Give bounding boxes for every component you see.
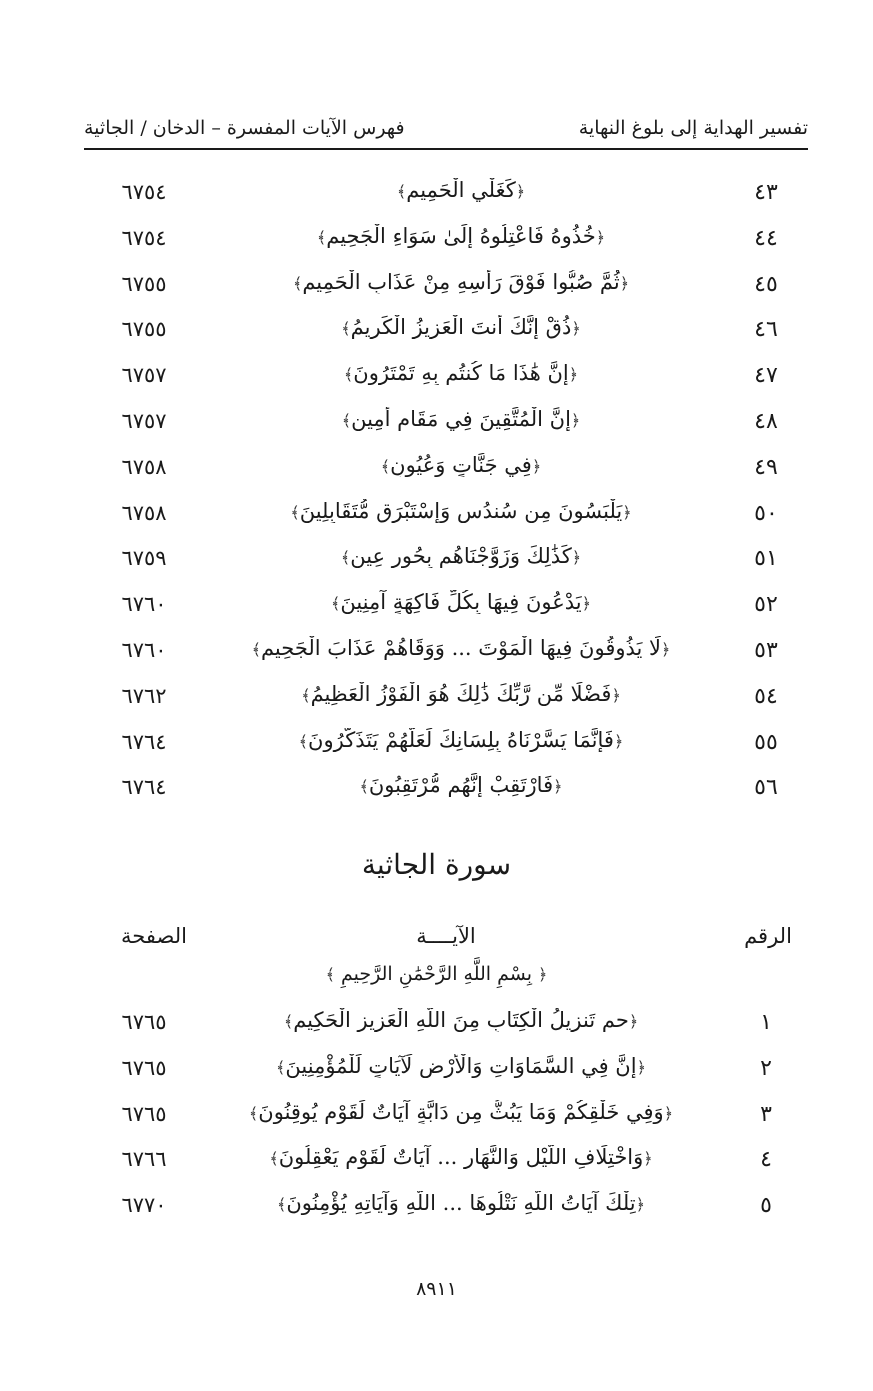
verse-number: ٤٤ xyxy=(754,225,778,251)
ornament-close-icon: ﴾ xyxy=(298,731,309,751)
basmala xyxy=(0,963,873,985)
ornament-close-icon: ﴾ xyxy=(316,227,327,247)
page-reference: ٦٧٧٠ xyxy=(121,1193,167,1218)
verse-number: ٤٥ xyxy=(754,271,778,297)
table-row xyxy=(84,1185,808,1231)
verse-number: ٥٤ xyxy=(754,683,778,709)
verse-text: فَضْلًا مِّن رَّبِّكَ ذَٰلِكَ هُوَ الْفَوْزُ الْعَظِيمُ xyxy=(310,681,612,706)
page-reference: ٦٧٥٤ xyxy=(121,180,167,204)
verse-text-cell xyxy=(234,773,688,797)
page-reference: ٦٧٦٥ xyxy=(121,1101,167,1126)
page-reference: ٦٧٦٠ xyxy=(121,637,167,662)
page-reference: ٦٧٥٥ xyxy=(121,317,167,342)
verse-text-cell xyxy=(234,499,688,523)
ornament-open-icon: ﴿ xyxy=(531,456,542,476)
verse-number: ٣ xyxy=(760,1101,772,1127)
table-row xyxy=(84,1139,808,1185)
ornament-close-icon: ﴾ xyxy=(341,410,352,430)
ornament-close-icon: ﴾ xyxy=(251,639,261,659)
verse-text-cell xyxy=(234,682,688,706)
ornament-close-icon: ﴾ xyxy=(301,685,311,705)
ornament-open-icon: ﴿ xyxy=(570,410,581,430)
ornament-close-icon: ﴾ xyxy=(380,456,391,476)
table-row xyxy=(84,355,808,401)
verse-text: كَغَلْيِ الْحَمِيمِ xyxy=(406,178,516,202)
table-row xyxy=(84,1094,808,1140)
verse-text-cell xyxy=(234,361,688,385)
ornament-close-icon: ﴾ xyxy=(343,365,354,385)
page-reference: ٦٧٦٠ xyxy=(121,592,167,617)
verse-text-cell xyxy=(234,728,688,752)
table-row xyxy=(84,767,808,813)
verse-text-cell xyxy=(234,544,688,568)
verse-number: ٤٦ xyxy=(754,317,778,343)
verse-text: إِنَّ فِي السَّمَاوَاتِ وَالْأَرْضِ لَآيَاتٍ لِّلْمُؤْمِنِينَ xyxy=(285,1053,637,1078)
verse-text-cell xyxy=(234,224,688,248)
verse-text-cell xyxy=(234,453,688,477)
ornament-open-icon: ﴿ xyxy=(661,639,671,659)
table-row xyxy=(84,264,808,310)
verse-text-cell xyxy=(234,1145,688,1169)
verse-text: وَفِي خَلْقِكُمْ وَمَا يَبُثُّ مِن دَابَّةٍ آيَاتٌ لِّقَوْمٍ يُوقِنُونَ xyxy=(258,1099,664,1124)
page-reference: ٦٧٦٦ xyxy=(121,1147,167,1172)
table-row xyxy=(84,538,808,584)
verse-text-cell xyxy=(234,270,688,294)
ornament-close-icon: ﴾ xyxy=(340,548,351,568)
section-title: فهرس الآيات المفسرة – الدخان / الجاثية xyxy=(84,117,405,139)
ornament-close-icon: ﴾ xyxy=(359,777,369,797)
ornament-open-icon: ﴿ xyxy=(538,965,548,984)
verse-text-cell xyxy=(234,407,688,431)
ornament-close-icon: ﴾ xyxy=(283,1012,294,1031)
ornament-open-icon: ﴿ xyxy=(515,182,526,201)
verse-text: فِي جَنَّاتٍ وَعُيُونٍ xyxy=(390,452,532,477)
ornament-close-icon: ﴾ xyxy=(325,965,335,984)
verse-number: ١ xyxy=(760,1010,772,1035)
page-reference: ٦٧٥٥ xyxy=(121,271,167,296)
ornament-close-icon: ﴾ xyxy=(276,1195,287,1215)
verse-text: كَذَٰلِكَ وَزَوَّجْنَاهُم بِحُورٍ عِينٍ xyxy=(350,544,572,569)
table-row xyxy=(84,1048,808,1094)
book-title: تفسير الهداية إلى بلوغ النهاية xyxy=(578,117,808,139)
table-row xyxy=(84,584,808,630)
column-header-verse: الآيــــة xyxy=(416,924,476,948)
table-row xyxy=(84,218,808,264)
column-headers xyxy=(84,922,808,956)
verse-text-cell xyxy=(234,1054,688,1078)
verse-text: تِلْكَ آيَاتُ اللَّهِ نَتْلُوهَا ... اللَّهِ وَآيَاتِهِ يُؤْمِنُونَ xyxy=(286,1191,636,1216)
table-row xyxy=(84,630,808,676)
verse-number: ٥٢ xyxy=(754,592,778,618)
verse-index-table-dukhan xyxy=(84,172,808,813)
ornament-open-icon: ﴿ xyxy=(622,502,632,522)
page-reference: ٦٧٥٨ xyxy=(121,500,167,525)
page-reference: ٦٧٦٤ xyxy=(121,729,167,754)
verse-number: ٥٠ xyxy=(754,500,778,526)
ornament-open-icon: ﴿ xyxy=(581,594,592,614)
verse-text-cell xyxy=(234,1100,688,1124)
ornament-open-icon: ﴿ xyxy=(628,1012,639,1031)
ornament-open-icon: ﴿ xyxy=(568,365,579,385)
page-number: ٨٩١١ xyxy=(416,1278,457,1300)
column-header-number: الرقم xyxy=(744,924,792,948)
verse-number: ٤ xyxy=(760,1147,772,1173)
verse-text: فَإِنَّمَا يَسَّرْنَاهُ بِلِسَانِكَ لَعَلَّهُمْ يَتَذَكَّرُونَ xyxy=(308,727,614,752)
table-row xyxy=(84,676,808,722)
ornament-close-icon: ﴾ xyxy=(290,502,300,522)
verse-text: ذُقْ إِنَّكَ أَنتَ الْعَزِيزُ الْكَرِيمُ xyxy=(350,315,572,340)
verse-text: يَلْبَسُونَ مِن سُندُسٍ وَإِسْتَبْرَقٍ مُّتَقَابِلِينَ xyxy=(299,498,623,523)
verse-number: ٤٩ xyxy=(754,454,778,480)
page-reference: ٦٧٦٥ xyxy=(121,1055,167,1080)
ornament-close-icon: ﴾ xyxy=(276,1057,286,1077)
ornament-open-icon: ﴿ xyxy=(663,1103,674,1123)
table-row xyxy=(84,401,808,447)
ornament-close-icon: ﴾ xyxy=(396,182,407,201)
verse-text: لَا يَذُوقُونَ فِيهَا الْمَوْتَ ... وَوَقَاهُمْ عَذَابَ الْجَحِيمِ xyxy=(260,635,662,660)
page-reference: ٦٧٥٧ xyxy=(121,363,167,388)
ornament-open-icon: ﴿ xyxy=(595,227,606,247)
basmala-text: بِسْمِ اللَّهِ الرَّحْمَٰنِ الرَّحِيمِ xyxy=(341,963,532,985)
table-row xyxy=(84,1002,808,1048)
ornament-open-icon: ﴿ xyxy=(553,777,563,797)
table-row xyxy=(84,722,808,768)
verse-text: حم تَنزِيلُ الْكِتَابِ مِنَ اللَّهِ الْعَزِيزِ الْحَكِيمِ xyxy=(293,1008,629,1032)
page-reference: ٦٧٥٩ xyxy=(121,546,167,571)
page-header xyxy=(84,108,808,148)
verse-text: إِنَّ الْمُتَّقِينَ فِي مَقَامٍ أَمِينٍ xyxy=(351,406,571,431)
column-header-page: الصفحة xyxy=(121,924,187,948)
ornament-open-icon: ﴿ xyxy=(611,685,621,705)
verse-number: ٥٥ xyxy=(754,729,778,755)
ornament-close-icon: ﴾ xyxy=(330,594,341,614)
ornament-open-icon: ﴿ xyxy=(613,731,624,751)
ornament-open-icon: ﴿ xyxy=(571,319,581,339)
ornament-open-icon: ﴿ xyxy=(635,1195,646,1215)
table-row xyxy=(84,447,808,493)
verse-text: خُذُوهُ فَاعْتِلُوهُ إِلَىٰ سَوَاءِ الْجَحِيمِ xyxy=(326,223,596,248)
verse-text-cell xyxy=(234,315,688,339)
verse-number: ٤٣ xyxy=(754,180,778,205)
page-reference: ٦٧٦٥ xyxy=(121,1010,167,1034)
verse-number: ٥٦ xyxy=(754,775,778,801)
page-reference: ٦٧٦٤ xyxy=(121,775,167,800)
verse-text: وَاخْتِلَافِ اللَّيْلِ وَالنَّهَارِ ... آيَاتٌ لِّقَوْمٍ يَعْقِلُونَ xyxy=(278,1145,644,1170)
ornament-close-icon: ﴾ xyxy=(341,319,351,339)
page-reference: ٦٧٥٤ xyxy=(121,225,167,250)
ornament-open-icon: ﴿ xyxy=(643,1149,653,1169)
verse-number: ٥ xyxy=(760,1193,772,1219)
verse-text: فَارْتَقِبْ إِنَّهُم مُّرْتَقِبُونَ xyxy=(368,773,554,798)
verse-text-cell xyxy=(234,178,688,202)
verse-text: إِنَّ هَٰذَا مَا كُنتُم بِهِ تَمْتَرُونَ xyxy=(353,361,569,386)
page-reference: ٦٧٥٨ xyxy=(121,454,167,479)
table-row xyxy=(84,493,808,539)
verse-number: ٤٨ xyxy=(754,408,778,434)
verse-number: ٥١ xyxy=(754,546,778,572)
verse-number: ٥٣ xyxy=(754,637,778,663)
surah-title: سورة الجاثية xyxy=(361,848,512,881)
ornament-close-icon: ﴾ xyxy=(292,273,303,293)
ornament-open-icon: ﴿ xyxy=(636,1057,646,1077)
table-row xyxy=(84,309,808,355)
verse-text-cell xyxy=(234,1191,688,1215)
verse-index-table-jathiya xyxy=(84,1002,808,1231)
ornament-open-icon: ﴿ xyxy=(619,273,630,293)
ornament-open-icon: ﴿ xyxy=(571,548,582,568)
ornament-close-icon: ﴾ xyxy=(269,1149,279,1169)
verse-number: ٤٧ xyxy=(754,363,778,389)
page-reference: ٦٧٥٧ xyxy=(121,408,167,433)
ornament-close-icon: ﴾ xyxy=(248,1103,259,1123)
page-reference: ٦٧٦٢ xyxy=(121,683,167,708)
verse-text: يَدْعُونَ فِيهَا بِكُلِّ فَاكِهَةٍ آمِنِينَ xyxy=(340,590,582,615)
verse-text-cell xyxy=(234,1008,688,1032)
verse-text-cell xyxy=(234,590,688,614)
verse-text: ثُمَّ صُبُّوا فَوْقَ رَأْسِهِ مِنْ عَذَابِ الْحَمِيمِ xyxy=(302,269,620,294)
header-divider xyxy=(84,148,808,150)
verse-number: ٢ xyxy=(760,1055,772,1081)
verse-text-cell xyxy=(234,636,688,660)
table-row xyxy=(84,172,808,218)
